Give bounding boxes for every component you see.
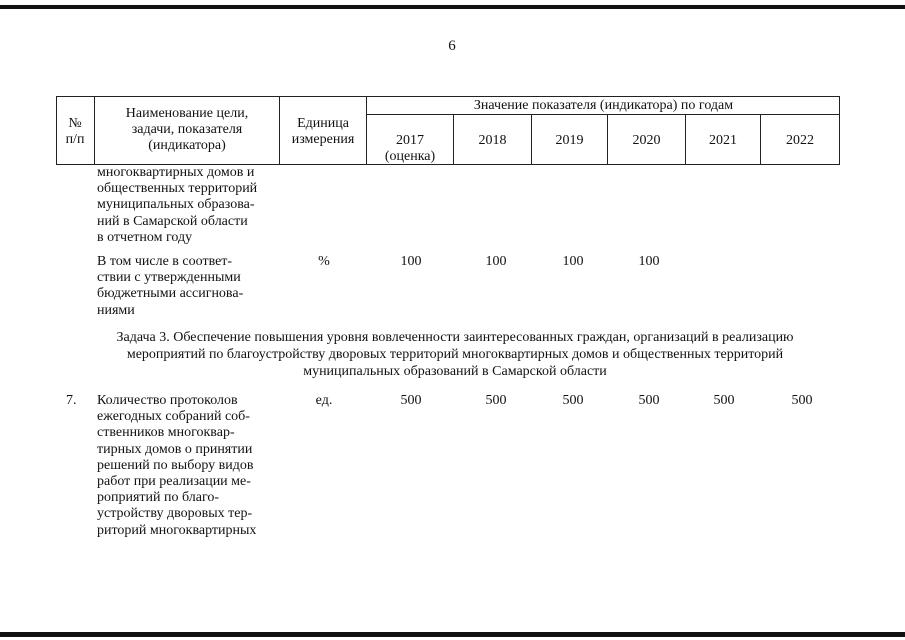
value-cell: 500: [791, 393, 813, 408]
value-cell: 500: [400, 393, 422, 408]
value-cell: 100: [638, 254, 660, 269]
row-number: 7.: [66, 393, 77, 408]
column-header-year: 2018: [478, 133, 507, 148]
indicator-unit: %: [318, 254, 330, 269]
table-header: [56, 96, 840, 165]
column-header-unit: Единица измерения: [291, 116, 355, 147]
column-header-number: № п/п: [65, 116, 85, 147]
value-cell: 500: [485, 393, 507, 408]
column-header-year: 2017 (оценка): [384, 133, 436, 164]
page-number: 6: [448, 38, 456, 54]
value-cell: 100: [485, 254, 507, 269]
column-header-year: 2021: [709, 133, 737, 148]
value-cell: 500: [562, 393, 584, 408]
indicator-name-sub: В том числе в соответ- ствии с утвержденными бюджетными ассигнова- ниями: [97, 254, 244, 318]
top-border: [0, 5, 905, 9]
indicator-name-continued: многоквартирных домов и общественных территорий муниципальных образова- ний в Самарской области в отчетном году: [97, 165, 258, 245]
value-cell: 100: [562, 254, 584, 269]
bottom-border: [0, 632, 905, 637]
column-header-year: 2022: [786, 133, 814, 148]
header-group-line: [366, 114, 840, 115]
value-cell: 500: [638, 393, 660, 408]
indicator-name: Количество протоколов ежегодных собраний соб- ственников многоквар- тирных домов о принятии решений по выбору видов работ при реализации ме- роприятий по благо- устройству дворовых тер- риторий многоквартирных: [97, 393, 257, 538]
column-header-values-group: Значение показателя (индикатора) по годам: [473, 98, 734, 113]
header-top-line: [56, 96, 840, 97]
column-header-year: 2020: [632, 133, 661, 148]
indicator-unit: ед.: [315, 393, 333, 408]
column-header-year: 2019: [555, 133, 584, 148]
column-header-name: Наименование цели, задачи, показателя (индикатора): [125, 106, 249, 153]
value-cell: 500: [713, 393, 735, 408]
task-heading: Задача 3. Обеспечение повышения уровня вовлеченности заинтересованных граждан, организаций в реализацию мероприятий по благоустройству дворовых территорий многоквартирных домов и общественных территорий муниципальных образований в Самарской области: [116, 330, 794, 379]
value-cell: 100: [400, 254, 422, 269]
